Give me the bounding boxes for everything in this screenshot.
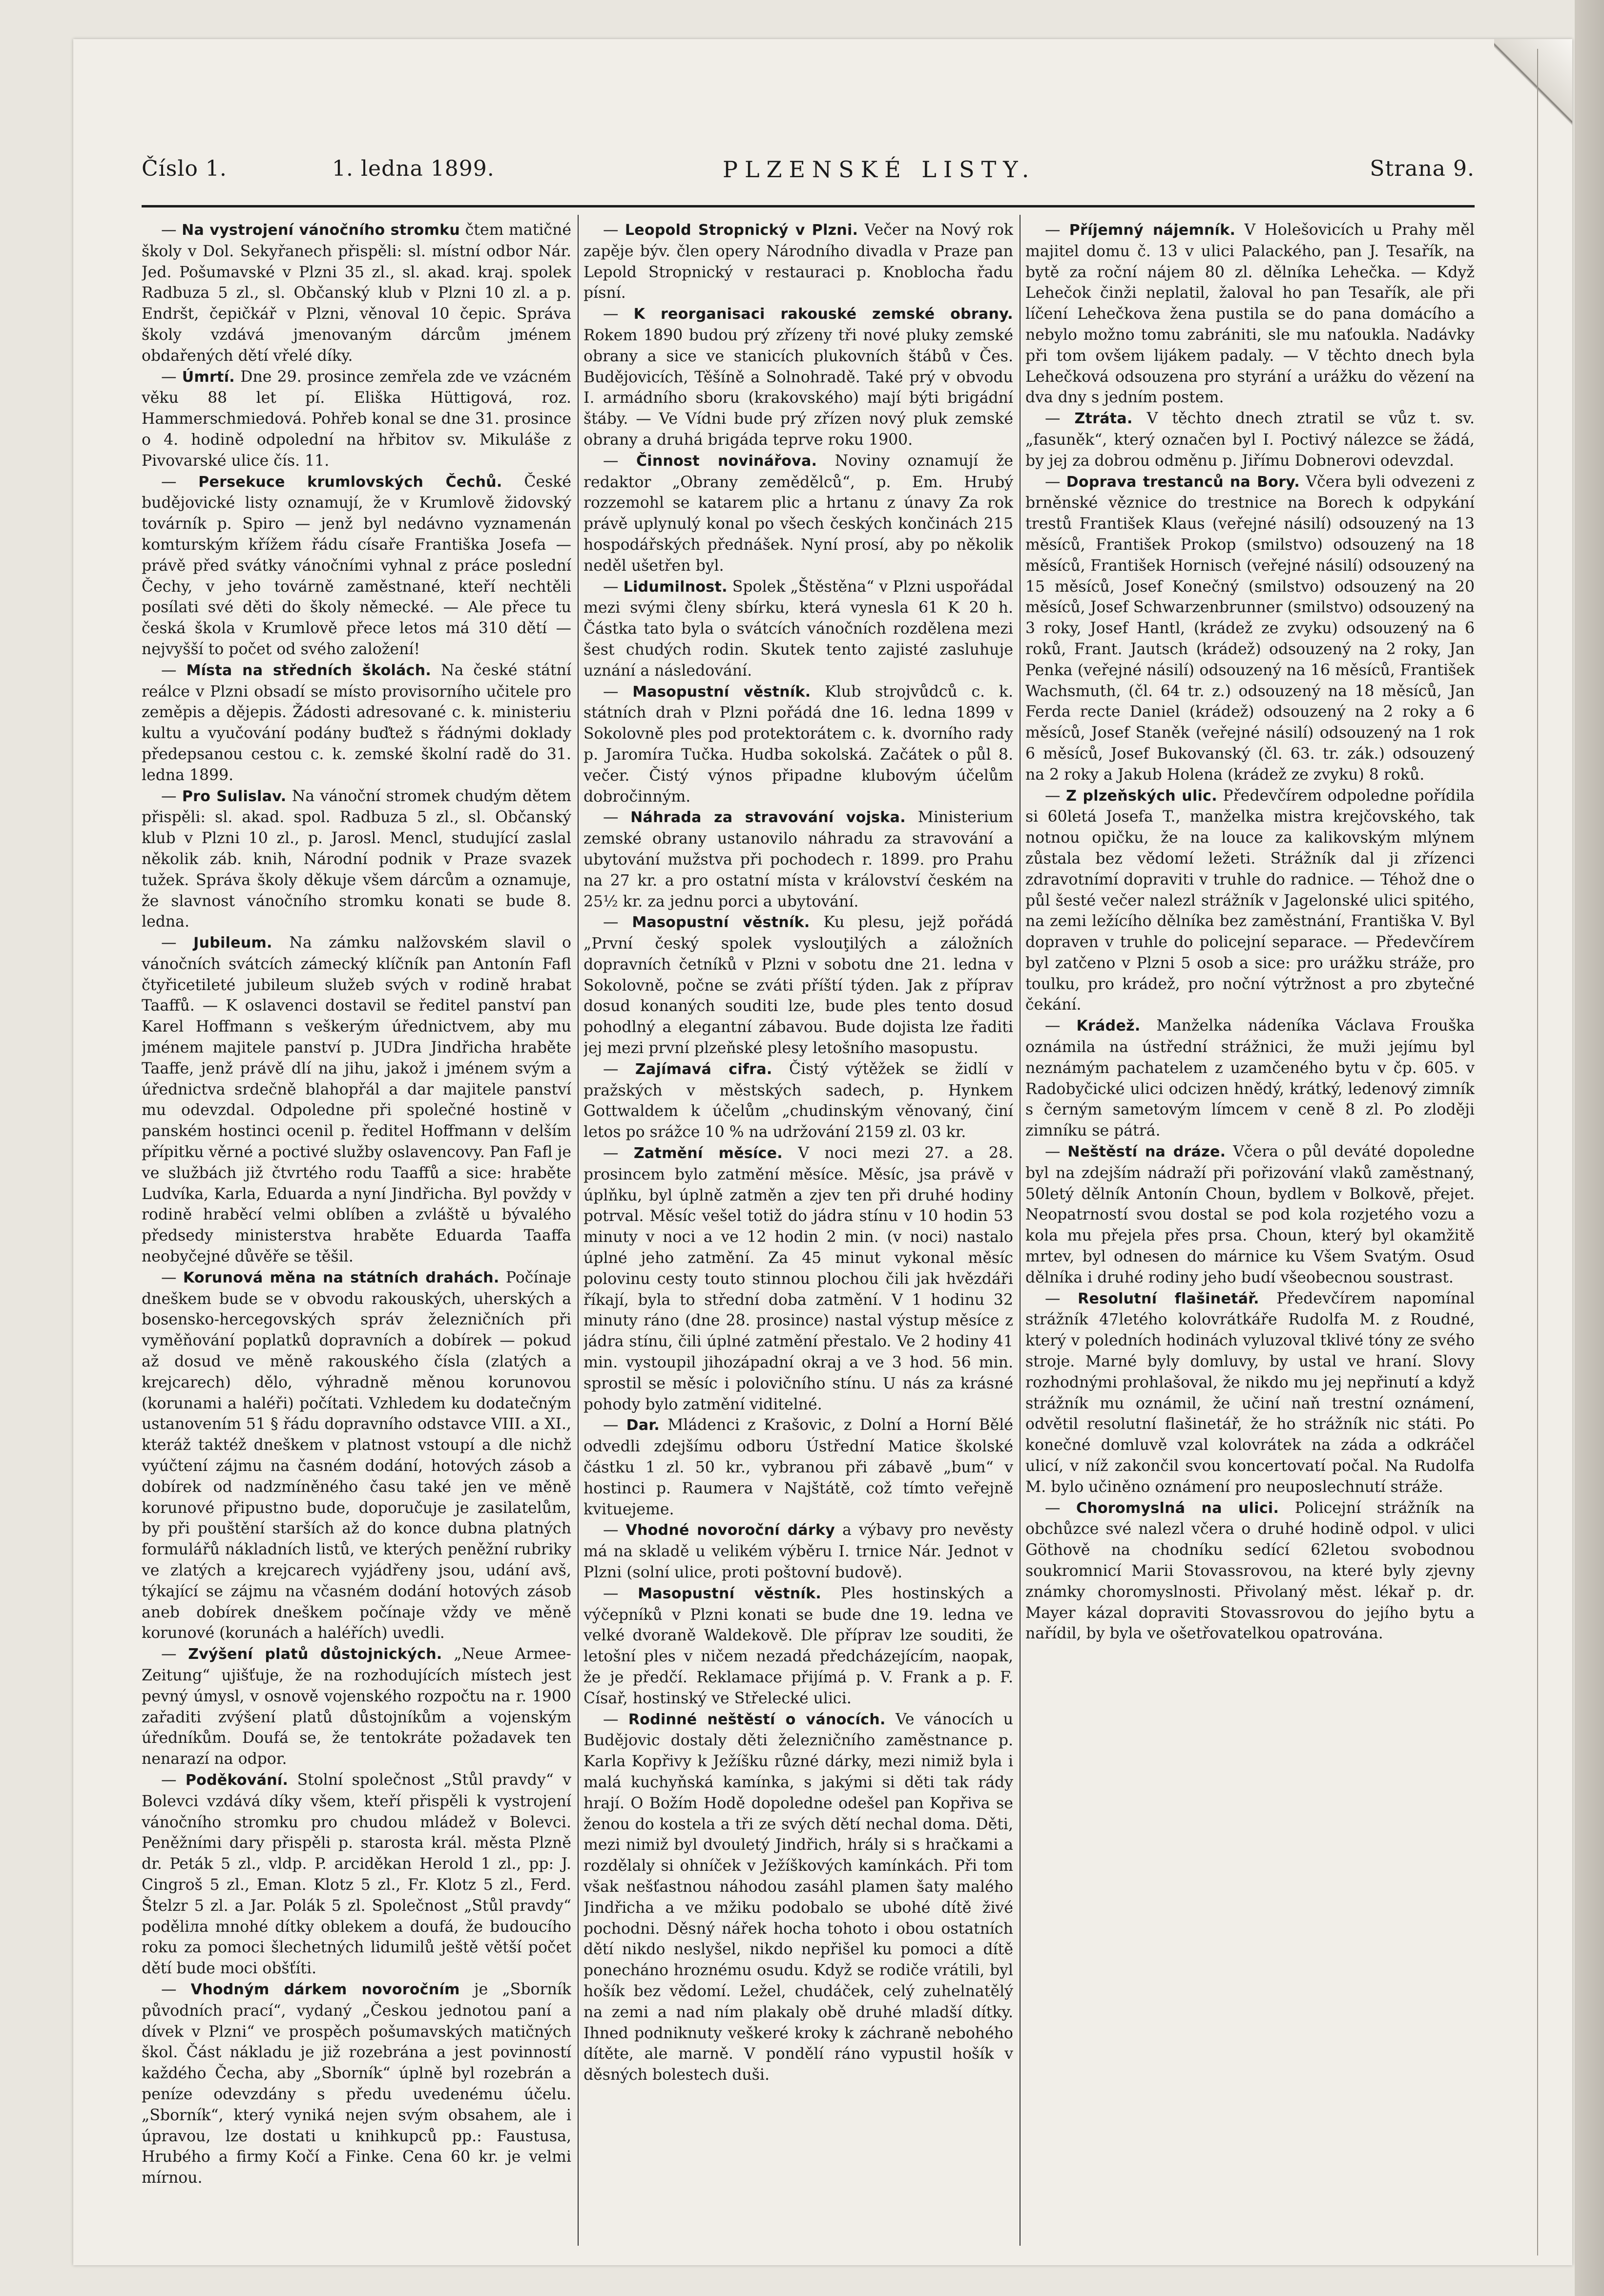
article-body: Večer na Nový rok zapěje býv. člen opery Národního divadla v Praze pan Lepold Stropnický v restauraci p. Knoblocha řadu písní. <box>583 221 1013 302</box>
article-body: Počínaje dneškem bude se v obvodu rakouských, uherských a bosensko-hercegovských správ železničních při vyměňování poplatků dopravních a dobírek — pokud až dosud ve měně rakouského čísla (zlatých a krejcarech) dělo, výhradně měnou korunovou (korunami a haléři) počítati. Vzhledem ku dodatečným ustanovením 51 § řádu dopravního odstavce VIII. a XI., kteráž taktéž dneškem v platnost vstoupí a dle nichž vyúčtení zájmu na časném dodání, hotových zásob a dobírek od nadzmíněného času také jen ve měně korunové připustno bude, doporučuje je zasilatelům, by při pouštění starších až do konce dubna platných formulářů nákladních listů, ve kterých peněžní rubriky ve zlatých a krejcarech vyjádřeny jsou, udání avš, týkající se zájmu na včasném dodání hotových zásob aneb dobírek dneškem počínaje vždy ve měně korunové (korunách a haléřích) uvedli. <box>142 1268 571 1642</box>
article: — Na vystrojení vánočního stromku čtem matičné školy v Dol. Sekyřanech přispěli: sl. místní odbor Nár. Jed. Pošumavské v Plzni 35 zl., sl. akad. kraj. spolek Radbuza 5 zl., sl. Občanský klub v Plzni 10 zl. a p. Endršt, čepičkář v Plzni, věnoval 10 čepic. Správa školy vzdává jmenovaným dárcům jménem obdařených dětí vřelé díky. <box>142 221 571 365</box>
article-body: Mládenci z Krašovic, z Dolní a Horní Bělé odvedli zdejšímu odboru Ústřední Matice školské částku 1 zl. 50 kr., vybranou při zábavě „bum“ v hostinci p. Raumera v Najštátě, což tímto veřejně kvituejeme. <box>583 1416 1013 1518</box>
column-3 <box>1025 220 1475 2251</box>
article: — Náhrada za stravování vojska. Ministerium zemské obrany ustanovilo náhradu za stravování a ubytování mužstva při pochodech r. 1899. pro Prahu na 27 kr. a pro ostatní místa v království českém na 25½ kr. za jednu porci a ubytování. <box>583 808 1013 910</box>
article: — Lidumilnost. Spolek „Štěstěna“ v Plzni uspořádal mezi svými členy sbírku, která vynesla 61 K 20 h. Částka tato byla o svátcích vánočních rozdělena mezi šest chudých rodin. Skutek tento zajisté zasluhuje uznání a následování. <box>583 578 1013 680</box>
article: — Místa na středních školách. Na české státní reálce v Plzni obsadí se místo provisorního učitele pro zeměpis a dějepis. Žádosti adresované c. k. ministeriu kultu a vyučování podány buďtež s řádnými doklady předepsanou cestou c. k. zemské školní radě do 31. ledna 1899. <box>142 661 571 784</box>
column-divider <box>1020 215 1021 2246</box>
article: — Dar. Mládenci z Krašovic, z Dolní a Horní Bělé odvedli zdejšímu odboru Ústřední Matice školské částku 1 zl. 50 kr., vybranou při zábavě „bum“ v hostinci p. Raumera v Najštátě, což tímto veřejně kvituejeme. <box>583 1416 1013 1518</box>
article-heading: Zvýšení platů důstojnických. <box>188 1646 442 1663</box>
article-heading: Resolutní flašinetář. <box>1078 1290 1259 1307</box>
article: — Zajímavá cifra. Čistý výtěžek se židlí v pražských v městských sadech, p. Hynkem Gottwaldem k účelům „chudinským věnovaný, činí letos po srážce 10 % na udržování 2159 zl. 03 kr. <box>583 1060 1013 1141</box>
article-body: čtem matičné školy v Dol. Sekyřanech přispěli: sl. místní odbor Nár. Jed. Pošumavské v Plzni 35 zl., sl. akad. kraj. spolek Radbuza 5 zl., sl. Občanský klub v Plzni 10 zl. a p. Endršt, čepičkář v Plzni, věnoval 10 čepic. Správa školy vzdává jmenovaným dárcům jménem obdařených dětí vřelé díky. <box>142 221 571 365</box>
article-heading: Dar. <box>626 1417 660 1434</box>
article: — Jubileum. Na zámku nalžovském slavil o vánočních svátcích zámecký klíčník pan Antonín Fafl čtyřicetileté jubileum služeb svých v rodině hrabat Taaffů. — K oslavenci dostavil se ředitel panství pan Karel Hoffmann s veškerým úřednictvem, aby mu jménem majitele panství p. JUDra Jindřicha hraběte Taaffe, jenž právě dlí na jihu, jakož i jménem svým a úřednictva srdečně blahopřál a dar majitele panství mu odevzdal. Odpoledne při společné hostině v panském hostinci ocenil p. ředitel Hoffmann v delším přípitku věrné a poctivé služby oslavencovy. Pan Fafl je ve službách již čtvrtého rodu Taaffů a sice: hraběte Ludvíka, Karla, Eduarda a nyní Jindřicha. Byl povždy v rodině hraběcí velmi oblíben a zvláště u bývalého předsedy ministerstva hraběte Eduarda Taaffa neobyčejné důvěře se těšil. <box>142 934 571 1266</box>
scan-edge <box>1575 0 1604 2296</box>
article-heading: Vhodným dárkem novoročním <box>190 1981 460 1998</box>
article-heading: Pro Sulislav. <box>182 787 287 805</box>
article-body: Rokem 1890 budou prý zřízeny tři nové pluky zemské obrany a sice ve stanicích plukovních štábů v Čes. Budějovicích, Těšíně a Solnohradě. Také prý v obvodu I. armádního sboru (krakovského) mají býti brigádní štáby. — Ve Vídni bude prý zřízen nový pluk zemské obrany a druhá brigáda teprve roku 1900. <box>583 326 1013 449</box>
article: — Příjemný nájemník. V Holešovicích u Prahy měl majitel domu č. 13 v ulici Palackého, pan J. Tesařík, na bytě za roční nájem 80 zl. dělníka Lehečka. — Když Lehečok činži neplatil, žaloval ho pan Tesařík, ale při líčení Lehečkova žena pustila se do pana domácího a nebylo možno tomu zabrániti, sle mu naťoukla. Nadávky při tom ovšem lijákem padaly. — V těchto dnech byla Lehečková odsouzena pro styrání a urážku do vězení na dva dny s jedním postem. <box>1025 221 1475 407</box>
article: — Resolutní flašinetář. Předevčírem napomínal strážník 47letého kolovrátkáře Rudolfa M. z Roudné, který v poledních hodinách vyluzoval tklivé tóny ze svého stroje. Marné byly domluvy, by ustal ve hraní. Slovy rozhodnými prohlašoval, že nikdo mu jej nepřinutí a když strážník mu oznámil, že učiní naň trestní oznámení, odvětil resolutní flašinetář, že ho strážník nic státi. Po konečné domluvě vzal kolovrátek na záda a odkráčel ulicí, v níž zakončil svou koncertovatí počal. Na Rudolfa M. bylo učiněno oznámení pro neuposlechnutí stráže. <box>1025 1289 1475 1496</box>
header-rule <box>142 205 1475 207</box>
article-body: Dne 29. prosince zemřela zde ve vzácném věku 88 let pí. Eliška Hüttigová, roz. Hammerschmiedová. Pohřeb konal se dne 31. prosince o 4. hodině odpolední na hřbitov sv. Mikuláše z Pivovarské ulice čís. 11. <box>142 368 571 470</box>
article: — Ztráta. V těchto dnech ztratil se vůz t. sv. „fasuněk“, který označen byl I. Poctivý nálezce se žádá, by jej za dobrou odměnu p. Jiřímu Dobnerovi odevzdal. <box>1025 410 1475 470</box>
page-number: Strana 9. <box>1370 156 1475 181</box>
article: — Choromyslná na ulici. Policejní strážník na obchůzce své nalezl včera o druhé hodině odpol. v ulici Göthově na chodníku sedící 62letou svobodnou soukromnicí Marii Stovassrovou, na které byly zjevny známky choromyslnosti. Přivolaný měst. lékař p. dr. Mayer kázal dopraviti Stovassrovou do jejího bytu a nařídil, by byla ve ošetřovatelkou opatrována. <box>1025 1499 1475 1643</box>
article: — Vhodným dárkem novoročním je „Sborník původních prací“, vydaný „Českou jednotou paní a dívek v Plzni“ ve prospěch pošumavských matičných škol. Část nákladu je již rozebrána a jest povinností každého Čecha, aby „Sborník“ úplně byl rozebrán a peníze odevzdány s předu uvedenému účelu. „Sborník“, který vyniká nejen svým obsahem, ale i úpravou, lze dostati u knihkupců pp.: Faustusa, Hrubého a firmy Kočí a Finke. Cena 60 kr. je velmi mírnou. <box>142 1980 571 2187</box>
article: — Pro Sulislav. Na vánoční stromek chudým dětem přispěli: sl. akad. spol. Radbuza 5 zl., sl. Občanský klub v Plzni 10 zl., p. Jarosl. Mencl, studující zaslal několik záb. knih, Národní podnik v Praze svazek tužek. Správa školy děkuje všem dárcům a oznamuje, že slavnost vánočního stromku konati se bude 8. ledna. <box>142 787 571 931</box>
article-heading: Korunová měna na státních drahách. <box>183 1269 500 1286</box>
article-body: Noviny oznamují že redaktor „Obrany zemědělců“, p. Em. Hrubý rozzemohl se katarem plic a hrtanu z únavy Za rok právě uplynulý konal po všech českých končinách 215 hospodářských přednášek. Nyní prosí, aby po několik neděl ušetřen byl. <box>583 452 1013 575</box>
article-heading: Lidumilnost. <box>623 578 728 596</box>
article-heading: Úmrtí. <box>182 368 235 386</box>
article-heading: Vhodné novoroční dárky <box>625 1522 835 1539</box>
page-header <box>142 137 1475 190</box>
article-body: Na české státní reálce v Plzni obsadí se místo provisorního učitele pro zeměpis a dějepis. Žádosti adresované c. k. ministeriu kultu a vyučování podány buďtež s řádnými doklady předepsanou cestou c. k. zemské školní radě do 31. ledna 1899. <box>142 661 571 784</box>
article-heading: Příjemný nájemník. <box>1069 222 1236 239</box>
newspaper-page <box>73 39 1572 2265</box>
article: — Leopold Stropnický v Plzni. Večer na Nový rok zapěje býv. člen opery Národního divadla v Praze pan Lepold Stropnický v restauraci p. Knoblocha řadu písní. <box>583 221 1013 302</box>
article-heading: Ztráta. <box>1074 410 1133 428</box>
article: — Vhodné novoroční dárky a výbavy pro nevěsty má na skladě u velikém výběru I. trnice Nár. Jednot v Plzni (solní ulice, proti poštovní budově). <box>583 1521 1013 1581</box>
article-body: Policejní strážník na obchůzce své nalezl včera o druhé hodině odpol. v ulici Göthově na chodníku sedící 62letou svobodnou soukromnicí Marii Stovassrovou, na které byly zjevny známky choromyslnosti. Přivolaný měst. lékař p. dr. Mayer kázal dopraviti Stovassrovou do jejího bytu a nařídil, by byla ve ošetřovatelkou opatrována. <box>1025 1499 1475 1643</box>
article-heading: Náhrada za stravování vojska. <box>630 809 906 827</box>
article-heading: Persekuce krumlovských Čechů. <box>198 473 502 491</box>
article-heading: Leopold Stropnický v Plzni. <box>625 222 858 239</box>
article-body: Na vánoční stromek chudým dětem přispěli: sl. akad. spol. Radbuza 5 zl., sl. Občanský klub v Plzni 10 zl., p. Jarosl. Mencl, studující zaslal několik záb. knih, Národní podnik v Praze svazek tužek. Správa školy děkuje všem dárcům a oznamuje, že slavnost vánočního stromku konati se bude 8. ledna. <box>142 787 571 931</box>
article: — Poděkování. Stolní společnost „Stůl pravdy“ v Bolevci vzdává díky všem, kteří přispěli k vystrojení vánočního stromku pro chudou mládež v Bolevci. Peněžními dary přispěli p. starosta král. města Plzně dr. Peták 5 zl., vldp. P. arciděkan Herold 1 zl., pp: J. Cingroš 5 zl., Eman. Klotz 5 zl., Fr. Klotz 5 zl., Ferd. Štelzr 5 zl. a Jar. Polák 5 zl. Společnost „Stůl pravdy“ poděliла mnohé dítky oblekem a doufá, že budoucího roku za pomoci šlechetných lidumilů ještě větší počet dětí bude moci obšťíti. <box>142 1771 571 1978</box>
article-heading: Zajímavá cifra. <box>635 1060 772 1078</box>
article-body: Na zámku nalžovském slavil o vánočních svátcích zámecký klíčník pan Antonín Fafl čtyřicetileté jubileum služeb svých v rodině hrabat Taaffů. — K oslavenci dostavil se ředitel panství pan Karel Hoffmann s veškerým úřednictvem, aby mu jménem majitele panství p. JUDra Jindřicha hraběte Taaffe, jenž právě dlí na jihu, jakož i jménem svým a úřednictva srdečně blahopřál a dar majitele panství mu odevzdal. Odpoledne při společné hostině v panském hostinci ocenil p. ředitel Hoffmann v delším přípitku věrné a poctivé služby oslavencovy. Pan Fafl je ve službách již čtvrtého rodu Taaffů a sice: hraběte Ludvíka, Karla, Eduarda a nyní Jindřicha. Byl povždy v rodině hraběcí velmi oblíben a zvláště u bývalého předsedy ministerstva hraběte Eduarda Taaffa neobyčejné důvěře se těšil. <box>142 934 571 1266</box>
article: — Masopustní věstník. Ples hostinských a výčepníků v Plzni konati se bude dne 19. ledna ve velké dvoraně Waldekově. Dle příprav lze souditi, že letošní ples v ničem nezadá předcházejícím, naopak, že je předčí. Reklamace přijímá p. V. Frank a p. F. Císař, hostinský ve Střelecké ulici. <box>583 1584 1013 1707</box>
article-heading: Masopustní věstník. <box>632 683 811 701</box>
article: — Doprava trestanců na Bory. Včera byli odvezeni z brněnské věznice do trestnice na Borech k odpykání trestů František Klaus (veřejné násilí) odsouzený na 13 měsíců, František Prokop (smilstvo) odsouzený na 18 měsíců, František Hornisch (veřejné násilí) odsouzený na 15 měsíců, Josef Konečný (smilstvo) odsouzený na 20 měsíců, Josef Schwarzenbrunner (smilstvo) odsouzený na 3 roky, Josef Hantl, (krádež ze zvyku) odsouzený na 6 roků, Frant. Jautsch (krádež) odsouzený na 2 roky, Jan Penka (veřejné násilí) odsouzený na 16 měsíců, František Wachsmuth, (čl. 64 tr. z.) odsouzený na 18 měsíců, Jan Ferda recte Daniel (krádež) odsouzený na 2 roky a 6 měsíců, Josef Staněk (veřejné násilí) odsouzený na 1 rok 6 měsíců, Josef Bukovanský (čl. 63. tr. zák.) odsouzený na 2 roky a Jakub Holena (krádež ze zvyku) 8 roků. <box>1025 473 1475 784</box>
article-heading: Krádež. <box>1076 1017 1141 1035</box>
article-body: Klub strojvůdců c. k. státních drah v Plzni pořádá dne 16. ledna 1899 v Sokolovně ples pod protektorátem c. k. dvorního rady p. Jaromíra Tučka. Hudba sokolská. Začátek o půl 8. večer. Čistý výnos připadne klubovým účelům dobročinným. <box>583 683 1013 806</box>
article-heading: Poděkování. <box>185 1771 289 1789</box>
article: — K reorganisaci rakouské zemské obrany. Rokem 1890 budou prý zřízeny tři nové pluky zemské obrany a sice ve stanicích plukovních štábů v Čes. Budějovicích, Těšíně a Solnohradě. Také prý v obvodu I. armádního sboru (krakovského) mají býti brigádní štáby. — Ve Vídni bude prý zřízen nový pluk zemské obrany a druhá brigáda teprve roku 1900. <box>583 305 1013 449</box>
page-corner-fold <box>1494 39 1572 142</box>
article-body: Včera byli odvezeni z brněnské věznice do trestnice na Borech k odpykání trestů František Klaus (veřejné násilí) odsouzený na 13 měsíců, František Prokop (smilstvo) odsouzený na 18 měsíců, František Hornisch (veřejné násilí) odsouzený na 15 měsíců, Josef Konečný (smilstvo) odsouzený na 20 měsíců, Josef Schwarzenbrunner (smilstvo) odsouzený na 3 roky, Josef Hantl, (krádež ze zvyku) odsouzený na 6 roků, Frant. Jautsch (krádež) odsouzený na 2 roky, Jan Penka (veřejné násilí) odsouzený na 16 měsíců, František Wachsmuth, (čl. 64 tr. z.) odsouzený na 18 měsíců, Jan Ferda recte Daniel (krádež) odsouzený na 2 roky a 6 měsíců, Josef Staněk (veřejné násilí) odsouzený na 1 rok 6 měsíců, Josef Bukovanský (čl. 63. tr. zák.) odsouzený na 2 roky a Jakub Holena (krádež ze zvyku) 8 roků. <box>1025 473 1475 784</box>
article-body: V těchto dnech ztratil se vůz t. sv. „fasuněk“, který označen byl I. Poctivý nálezce se žádá, by jej za dobrou odměnu p. Jiřímu Dobnerovi odevzdal. <box>1025 410 1475 470</box>
article: — Persekuce krumlovských Čechů. České budějovické listy oznamují, že v Krumlově židovský továrník p. Spiro — jenž byl nedávno vyznamenán komturským křížem řádu císaře Františka Josefa — právě před svátky vánočními vyhnal z práce poslední Čechy, v jeho továrně zaměstnané, kteří nechtěli posílati své děti do školy německé. — Ale přece tu česká škola v Krumlově přece letos má 310 dětí — nejvyšší to počet od svého založení! <box>142 473 571 658</box>
article-heading: Z plzeňských ulic. <box>1066 787 1217 805</box>
article-body: Ples hostinských a výčepníků v Plzni konati se bude dne 19. ledna ve velké dvoraně Waldekově. Dle příprav lze souditi, že letošní ples v ničem nezadá předcházejícím, naopak, že je předčí. Reklamace přijímá p. V. Frank a p. F. Císař, hostinský ve Střelecké ulici. <box>583 1584 1013 1707</box>
article-body: Předevčírem napomínal strážník 47letého kolovrátkáře Rudolfa M. z Roudné, který v poledních hodinách vyluzoval tklivé tóny ze svého stroje. Marné byly domluvy, by ustal ve hraní. Slovy rozhodnými prohlašoval, že nikdo mu jej nepřinutí a když strážník mu oznámil, že učiní naň trestní oznámení, odvětil resolutní flašinetář, že ho strážník nic státi. Po konečné domluvě vzal kolovrátek na záda a odkráčel ulicí, v níž zakončil svou koncertovatí počal. Na Rudolfa M. bylo učiněno oznámení pro neuposlechnutí stráže. <box>1025 1289 1475 1496</box>
issue-date: 1. ledna 1899. <box>332 156 495 181</box>
article-heading: Na vystrojení vánočního stromku <box>182 222 460 239</box>
column-divider <box>578 215 579 2246</box>
article-body: je „Sborník původních prací“, vydaný „Českou jednotou paní a dívek v Plzni“ ve prospěch pošumavských matičných škol. Část nákladu je již rozebrána a jest povinností každého Čecha, aby „Sborník“ úplně byl rozebrán a peníze odevzdány s předu uvedenému účelu. „Sborník“, který vyniká nejen svým obsahem, ale i úpravou, lze dostati u knihkupců pp.: Faustusa, Hrubého a firmy Kočí a Finke. Cena 60 kr. je velmi mírnou. <box>142 1980 571 2187</box>
article-body: V Holešovicích u Prahy měl majitel domu č. 13 v ulici Palackého, pan J. Tesařík, na bytě za roční nájem 80 zl. dělníka Lehečka. — Když Lehečok činži neplatil, žaloval ho pan Tesařík, ale při líčení Lehečkova žena pustila se do pana domácího a nebylo možno tomu zabrániti, sle mu naťoukla. Nadávky při tom ovšem lijákem padaly. — V těchto dnech byla Lehečková odsouzena pro styrání a urážku do vězení na dva dny s jedním postem. <box>1025 221 1475 407</box>
article-heading: Rodinné neštěstí o vánocích. <box>628 1711 886 1728</box>
article-heading: Masopustní věstník. <box>632 914 810 931</box>
article-body: Spolek „Štěstěna“ v Plzni uspořádal mezi svými členy sbírku, která vynesla 61 K 20 h. Částka tato byla o svátcích vánočních rozdělena mezi šest chudých rodin. Skutek tento zajisté zasluhuje uznání a následování. <box>583 578 1013 680</box>
column-1 <box>142 220 571 2251</box>
article-heading: Místa na středních školách. <box>186 662 432 679</box>
article: — Zvýšení platů důstojnických. „Neue Armee-Zeitung“ ujišťuje, že na rozhodujících místech jest pevný úmysl, v osnově vojenského rozpočtu na r. 1900 zařaditi zvýšení platů důstojníkům a vojenským úředníkům. Doufá se, že tentokráte požadavek ten nenarazí na odpor. <box>142 1645 571 1768</box>
issue-number: Číslo 1. <box>142 156 227 181</box>
article: — Úmrtí. Dne 29. prosince zemřela zde ve vzácném věku 88 let pí. Eliška Hüttigová, roz. Hammerschmiedová. Pohřeb konal se dne 31. prosince o 4. hodině odpolední na hřbitov sv. Mikuláše z Pivovarské ulice čís. 11. <box>142 368 571 470</box>
article-heading: Jubileum. <box>193 934 272 952</box>
article: — Činnost novinářova. Noviny oznamují že redaktor „Obrany zemědělců“, p. Em. Hrubý rozzemohl se katarem plic a hrtanu z únavy Za rok právě uplynulý konal po všech českých končinách 215 hospodářských přednášek. Nyní prosí, aby po několik neděl ušetřen byl. <box>583 452 1013 575</box>
article-body: a výbavy pro nevěsty má na skladě u velikém výběru I. trnice Nár. Jednot v Plzni (solní ulice, proti poštovní budově). <box>583 1521 1013 1581</box>
article: — Korunová měna na státních drahách. Počínaje dneškem bude se v obvodu rakouských, uherských a bosensko-hercegovských správ železničních při vyměňování poplatků dopravních a dobírek — pokud až dosud ve měně rakouského čísla (zlatých a krejcarech) dělo, výhradně měnou korunovou (korunami a haléři) počítati. Vzhledem ku dodatečným ustanovením 51 § řádu dopravního odstavce VIII. a XI., kteráž taktéž dneškem v platnost vstoupí a dle nichž vyúčtení zájmu na časném dodání, hotových zásob a dobírek od nadzmíněného času také jen ve měně korunové připustno bude, doporučuje je zasilatelům, by při pouštění starších až do konce dubna platných formulářů nákladních listů, ve kterých peněžní rubriky ve zlatých a krejcarech vyjádřeny jsou, udání avš, týkající se zájmu na včasném dodání hotových zásob aneb dobírek dneškem počínaje vždy ve měně korunové (korunách a haléřích) uvedli. <box>142 1268 571 1642</box>
article-body: Ku plesu, jejž pořádá „První český spolek vyslouţilých a záložních dopravních četníků v Plzni v sobotu dne 21. ledna v Sokolovně, počne se zváti příští týden. Jak z příprav dosud konaných souditi lze, bude ples tento dosud pohodlný a elegantní zábavou. Bude dojista lze řaditi jej mezi první plzeňské plesy letošního masopustu. <box>583 913 1013 1057</box>
newspaper-title: PLZENSKÉ LISTY. <box>723 156 1036 183</box>
article-body: České budějovické listy oznamují, že v Krumlově židovský továrník p. Spiro — jenž byl nedávno vyznamenán komturským křížem řádu císaře Františka Josefa — právě před svátky vánočními vyhnal z práce poslední Čechy, v jeho továrně zaměstnané, kteří nechtěli posílati své děti do školy německé. — Ale přece tu česká škola v Krumlově přece letos má 310 dětí — nejvyšší to počet od svého založení! <box>142 473 571 658</box>
article-heading: Zatmění měsíce. <box>633 1145 783 1162</box>
article-heading: Činnost novinářova. <box>636 452 817 470</box>
article-body: V noci mezi 27. a 28. prosincem bylo zatmění měsíce. Měsíc, jsa právě v úplňku, byl úplně zatměn a zjev ten při druhé hodiny potrval. Měsíc vešel totiž do jádra stínu v 10 hodin 53 minuty v noci a ve 12 hodin 2 min. (v noci) nastalo úplné jeho zatmění. Za 45 minut vykonal měsíc polovinu cesty touto stinnou plochou čili jak hvězdáři říkají, byla to střední doba zatmění. V 1 hodinu 32 minuty ráno (dne 28. prosince) nastal výstup měsíce z jádra stínu, čili úplné zatmění přestalo. Ve 2 hodiny 41 min. vystoupil jihozápadní okraj a ve 3 hod. 56 min. sprostil se měsíc i polovičního stínu. U nás za krásné pohody bylo zatmění viditelné. <box>583 1144 1013 1413</box>
article-body: Stolní společnost „Stůl pravdy“ v Bolevci vzdává díky všem, kteří přispěli k vystrojení vánočního stromku pro chudou mládež v Bolevci. Peněžními dary přispěli p. starosta král. města Plzně dr. Peták 5 zl., vldp. P. arciděkan Herold 1 zl., pp: J. Cingroš 5 zl., Eman. Klotz 5 zl., Fr. Klotz 5 zl., Ferd. Štelzr 5 zl. a Jar. Polák 5 zl. Společnost „Stůl pravdy“ poděliла mnohé dítky oblekem a doufá, že budoucího roku za pomoci šlechetných lidumilů ještě větší počet dětí bude moci obšťíti. <box>142 1771 571 1978</box>
article-heading: K reorganisaci rakouské zemské obrany. <box>633 306 1013 323</box>
article-body: Předevčírem odpoledne pořídila si 60letá Josefa T., manželka mistra krejčovského, tak notnou opičku, že na louce za kalikovským mlýnem zůstala bez vědomí ležeti. Strážník dal ji zřízenci zdravotnímí dopraviti v truhle do radnice. — Téhož dne o půl šesté večer nalezl strážník v Jagelonské ulici spitého, na zemi ležícího dělníka bez zaměstnání, Františka V. Byl dopraven v truhle do policejní separace. — Předevčírem byl zatčeno v Plzni 5 osob a sice: pro urážku stráže, pro toulku, pro krádež, pro noční výtržnost a pro zbytečné čekání. <box>1025 786 1475 1014</box>
article-heading: Choromyslná na ulici. <box>1076 1499 1279 1517</box>
scan-crease-line <box>1537 49 1538 2255</box>
article-body: Ve vánocích u Budějovic dostaly děti železničního zaměstnance p. Karla Kopřivy k Ježíšku různé dárky, mezi nimiž byla i malá kuchyňská kamínka, s jakými si děti tak rády hrají. O Božím Hodě dopoledne odešel pan Kopřiva se ženou do kostela a tři ze svých dětí nechal doma. Děti, mezi nimiž byl dvouletý Jindřich, hrály si s hračkami a rozdělaly si ohníček v Ježíškových kamínkách. Při tom však nešťastnou náhodou zasáhl plamen šaty malého Jindřicha a ve mžiku podobalo se ubohé dítě živé pochodni. Děsný nářek hocha tohoto i obou ostatních dětí nikdo neslyšel, nikdo nepřišel ku pomoci a dítě ponecháno hroznému osudu. Když se rodiče vrátili, byl hošík bez vědomí. Ležel, chudáček, celý zuhelnatělý na zemi a nad ním plakaly obě druhé mladší dítky. Ihned podniknuty veškeré kroky k záchraně nebohého dítěte, ale marně. V pondělí ráno vypustil hošík v děsných bolestech duši. <box>583 1710 1013 2084</box>
column-2 <box>583 220 1013 2251</box>
article: — Masopustní věstník. Klub strojvůdců c. k. státních drah v Plzni pořádá dne 16. ledna 1899 v Sokolovně ples pod protektorátem c. k. dvorního rady p. Jaromíra Tučka. Hudba sokolská. Začátek o půl 8. večer. Čistý výnos připadne klubovým účelům dobročinným. <box>583 683 1013 806</box>
article-body: Ministerium zemské obrany ustanovilo náhradu za stravování a ubytování mužstva při pochodech r. 1899. pro Prahu na 27 kr. a pro ostatní místa v království českém na 25½ kr. za jednu porci a ubytování. <box>583 808 1013 910</box>
article-heading: Masopustní věstník. <box>638 1585 822 1602</box>
article-body: „Neue Armee-Zeitung“ ujišťuje, že na rozhodujících místech jest pevný úmysl, v osnově vojenského rozpočtu na r. 1900 zařaditi zvýšení platů důstojníkům a vojenským úředníkům. Doufá se, že tentokráte požadavek ten nenarazí na odpor. <box>142 1645 571 1768</box>
article-body: Včera o půl deváté dopoledne byl na zdejším nádraží při pořizování vlaků zaměstnaný, 50letý dělník Antonín Choun, bydlem v Bolkově, přejet. Neopatrností svou dostal se pod kola rozjetého vozu a kola mu přejela přes prsa. Choun, který byl okamžitě mrtev, byl odnesen do márnice ku Všem Svatým. Osud dělníka i druhé rodiny jeho budí všeobecnou soustrast. <box>1025 1143 1475 1286</box>
article: — Krádež. Manželka nádeníka Václava Frouška oznámila na ústřední strážnici, že muži jejímu byl neznámým pachatelem z uzamčeného bytu v čp. 605. v Radobyčické ulici odcizen hnědý, krátký, ledenový zimník s černým sametovým límcem v ceně 8 zl. Po zloději zimníku se pátrá. <box>1025 1017 1475 1140</box>
article: — Rodinné neštěstí o vánocích. Ve vánocích u Budějovic dostaly děti železničního zaměstnance p. Karla Kopřivy k Ježíšku různé dárky, mezi nimiž byla i malá kuchyňská kamínka, s jakými si děti tak rády hrají. O Božím Hodě dopoledne odešel pan Kopřiva se ženou do kostela a tři ze svých dětí nechal doma. Děti, mezi nimiž byl dvouletý Jindřich, hrály si s hračkami a rozdělaly si ohníček v Ježíškových kamínkách. Při tom však nešťastnou náhodou zasáhl plamen šaty malého Jindřicha a ve mžiku podobalo se ubohé dítě živé pochodni. Děsný nářek hocha tohoto i obou ostatních dětí nikdo neslyšel, nikdo nepřišel ku pomoci a dítě ponecháno hroznému osudu. Když se rodiče vrátili, byl hošík bez vědomí. Ležel, chudáček, celý zuhelnatělý na zemi a nad ním plakaly obě druhé mladší dítky. Ihned podniknuty veškeré kroky k záchraně nebohého dítěte, ale marně. V pondělí ráno vypustil hošík v děsných bolestech duši. <box>583 1710 1013 2084</box>
article: — Masopustní věstník. Ku plesu, jejž pořádá „První český spolek vyslouţilých a záložních dopravních četníků v Plzni v sobotu dne 21. ledna v Sokolovně, počne se zváti příští týden. Jak z příprav dosud konaných souditi lze, bude ples tento dosud pohodlný a elegantní zábavou. Bude dojista lze řaditi jej mezi první plzeňské plesy letošního masopustu. <box>583 913 1013 1057</box>
article-body: Čistý výtěžek se židlí v pražských v městských sadech, p. Hynkem Gottwaldem k účelům „chudinským věnovaný, činí letos po srážce 10 % na udržování 2159 zl. 03 kr. <box>583 1060 1013 1141</box>
article: — Zatmění měsíce. V noci mezi 27. a 28. prosincem bylo zatmění měsíce. Měsíc, jsa právě v úplňku, byl úplně zatměn a zjev ten při druhé hodiny potrval. Měsíc vešel totiž do jádra stínu v 10 hodin 53 minuty v noci a ve 12 hodin 2 min. (v noci) nastalo úplné jeho zatmění. Za 45 minut vykonal měsíc polovinu cesty touto stinnou plochou čili jak hvězdáři říkají, byla to střední doba zatmění. V 1 hodinu 32 minuty ráno (dne 28. prosince) nastal výstup měsíce z jádra stínu, čili úplné zatmění přestalo. Ve 2 hodiny 41 min. vystoupil jihozápadní okraj a ve 3 hod. 56 min. sprostil se měsíc i polovičního stínu. U nás za krásné pohody bylo zatmění viditelné. <box>583 1144 1013 1413</box>
article-heading: Doprava trestanců na Bory. <box>1066 473 1300 491</box>
article-body: Manželka nádeníka Václava Frouška oznámila na ústřední strážnici, že muži jejímu byl neznámým pachatelem z uzamčeného bytu v čp. 605. v Radobyčické ulici odcizen hnědý, krátký, ledenový zimník s černým sametovým límcem v ceně 8 zl. Po zloději zimníku se pátrá. <box>1025 1017 1475 1140</box>
article-heading: Neštěstí na dráze. <box>1067 1143 1226 1161</box>
article: — Z plzeňských ulic. Předevčírem odpoledne pořídila si 60letá Josefa T., manželka mistra krejčovského, tak notnou opičku, že na louce za kalikovským mlýnem zůstala bez vědomí ležeti. Strážník dal ji zřízenci zdravotnímí dopraviti v truhle do radnice. — Téhož dne o půl šesté večer nalezl strážník v Jagelonské ulici spitého, na zemi ležícího dělníka bez zaměstnání, Františka V. Byl dopraven v truhle do policejní separace. — Předevčírem byl zatčeno v Plzni 5 osob a sice: pro urážku stráže, pro toulku, pro krádež, pro noční výtržnost a pro zbytečné čekání. <box>1025 786 1475 1014</box>
article: — Neštěstí na dráze. Včera o půl deváté dopoledne byl na zdejším nádraží při pořizování vlaků zaměstnaný, 50letý dělník Antonín Choun, bydlem v Bolkově, přejet. Neopatrností svou dostal se pod kola rozjetého vozu a kola mu přejela přes prsa. Choun, který byl okamžitě mrtev, byl odnesen do márnice ku Všem Svatým. Osud dělníka i druhé rodiny jeho budí všeobecnou soustrast. <box>1025 1143 1475 1286</box>
